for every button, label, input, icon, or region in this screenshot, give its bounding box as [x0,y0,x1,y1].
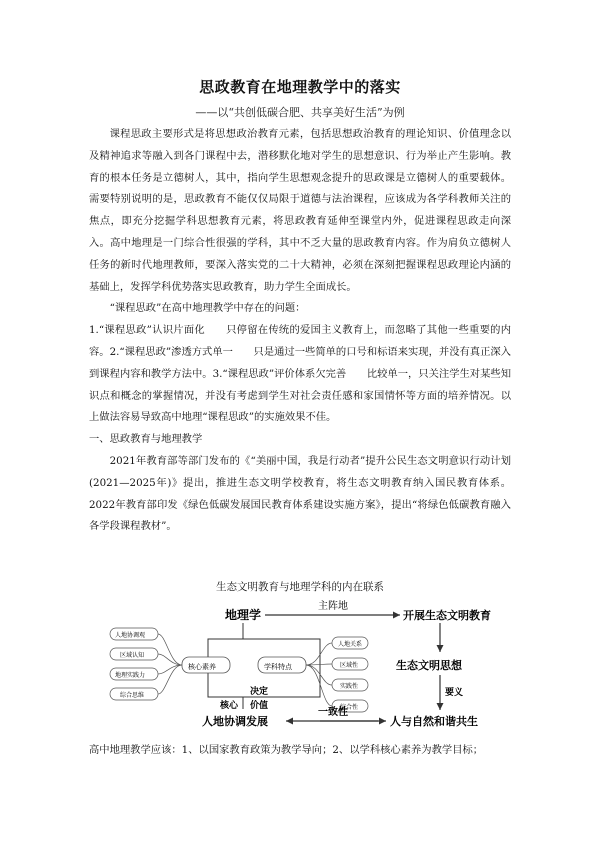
right-item-label: 综合性 [340,704,359,711]
subject-features-label: 学科特点 [264,663,292,671]
decide-label: 决定 [250,687,269,697]
left-connector [158,665,182,694]
document-subtitle: ——以“共创低碳合肥、共享美好生活”为例 [195,106,405,119]
document-title: 思政教育在地理教学中的落实 [199,78,401,96]
left-item-label: 区域认知 [120,652,145,659]
paragraph-problems-heading: “课程思政”在高中地理教学中存在的问题： [109,302,306,315]
paragraph-policy: 2021年教育部等部门发布的《“美丽中国，我是行动者”提升公民生态文明意识行动计划(2021—2025年)》提出，推进生态文明学校教育，将生态文明教育纳入国民教育体系。2022年教育部印发《绿色低碳发展国民教育体系建设实施方案》，提出“将绿色低碳教育融入各学段课程教材”。 [89,454,511,533]
left-connector [158,654,182,665]
right-connector [306,665,332,706]
bottom-text: 高中地理教学应该：1、以国家教育政策为教学导向；2、以学科核心素养为教学目标； [89,744,484,756]
left-item-label: 地理实践力 [115,672,146,679]
left-item-label: 人地协调观 [115,632,146,639]
core-value-label-1: 核心 [220,701,239,711]
core-literacy-label: 核心素养 [188,663,216,671]
human-land-label: 人地协调发展 [202,715,268,728]
document-body [89,124,511,538]
geography-label: 地理学 [225,608,262,622]
right-connector [306,643,332,665]
eco-thought-label: 生态文明思想 [396,659,462,672]
main-position-label: 主阵地 [318,601,348,612]
right-item-label: 区域性 [340,662,359,669]
diagram-caption: 生态文明教育与地理学科的内在联系 [216,581,384,593]
paragraph-problems-list: 1.“课程思政”认识片面化 只停留在传统的爱国主义教育上，而忽略了其他一些重要的内容。2.“课程思政”渗透方式单一 只是通过一些简单的口号和标语来实现，并没有真正深入到课程内容和教学方法中。3.“课程思政”评价体系欠完善 比较单一，只关注学生对某些知识点和概念的掌握情况，并没有考虑到学生对社会责任感和家国情怀等方面的培养情况。以上做法容易导致高中地理“课程思政”的实施效果不佳。 [89,324,511,424]
core-value-label-2: 价值 [250,701,269,711]
right-item-label: 实践性 [340,683,359,690]
consistency-label: 一致性 [318,707,348,718]
left-items-group [110,628,182,700]
harmony-label: 人与自然和谐共生 [390,715,478,728]
paragraph-intro: 课程思政主要形式是将思想政治教育元素，包括思想政治教育的理论知识、价值理念以及精神追求等融入到各门课程中去，潜移默化地对学生的思想意识、行为举止产生影响。教育的根本任务是立德树人，其中，指向学生思想观念提升的思政课是立德树人的重要载体。需要特别说明的是，思政教育不能仅仅局限于道德与法治课程，应该成为各学科教师关注的焦点，即充分挖掘学科思想教育元素，将思政教育延伸至课堂内外，促进课程思政走向深入。高中地理是一门综合性很强的学科，其中不乏大量的思政教育内容。作为肩负立德树人任务的新时代地理教师，要深入落实党的二十大精神，必须在深刻把握课程思政理论内涵的基础上，发挥学科优势落实思政教育，助力学生全面成长。 [89,128,511,293]
left-item-label: 综合思维 [120,692,145,699]
section-heading: 一、思政教育与地理教学 [89,433,203,446]
right-items-group [306,637,368,712]
concept-diagram [100,597,500,732]
left-connector [158,665,182,674]
right-item-label: 人地关系 [338,641,363,648]
requirement-label: 要义 [445,688,464,698]
carry-out-label: 开展生态文明教育 [403,609,491,622]
